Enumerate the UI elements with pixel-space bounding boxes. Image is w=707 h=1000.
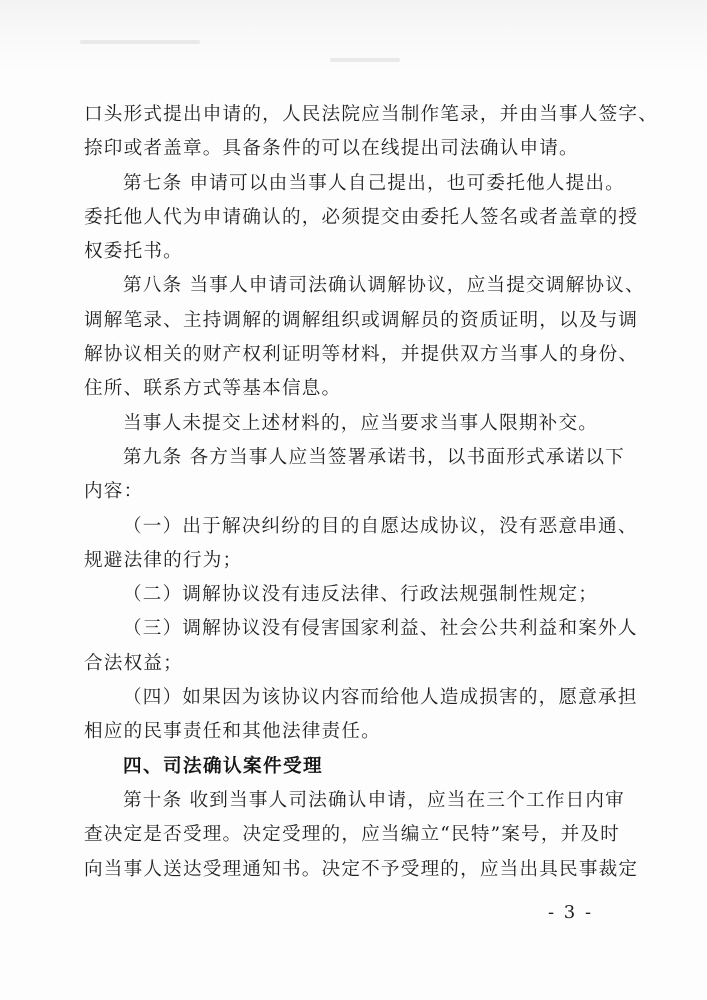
article-7: 第七条 申请可以由当事人自己提出，也可委托他人提出。 xyxy=(123,172,625,194)
article-10: 第十条 收到当事人司法确认申请，应当在三个工作日内审 xyxy=(123,789,625,811)
scan-mark xyxy=(330,58,400,62)
text-line: 住所、联系方式等基本信息。 xyxy=(84,378,342,400)
text-line: 规避法律的行为； xyxy=(84,549,243,571)
list-item-2: （二）调解协议没有违反法律、行政法规强制性规定； xyxy=(123,584,599,606)
text-line: 口头形式提出申请的，人民法院应当制作笔录，并由当事人签字、 xyxy=(84,104,659,125)
text-line: 权委托书。 xyxy=(84,241,183,263)
text-line: 当事人未提交上述材料的，应当要求当事人限期补交。 xyxy=(123,412,599,434)
text-line: 内容： xyxy=(84,481,144,503)
text-line: 调解笔录、主持调解的调解组织或调解员的资质证明，以及与调 xyxy=(84,309,639,331)
article-8: 第八条 当事人申请司法确认调解协议，应当提交调解协议、 xyxy=(123,275,645,297)
list-item-4: （四）如果因为该协议内容而给他人造成损害的，愿意承担 xyxy=(123,687,638,709)
text-line: 相应的民事责任和其他法律责任。 xyxy=(84,721,381,743)
list-item-3: （三）调解协议没有侵害国家利益、社会公共利益和案外人 xyxy=(123,618,638,640)
scan-mark xyxy=(80,40,200,44)
text-line: 委托他人代为申请确认的，必须提交由委托人签名或者盖章的授 xyxy=(84,206,639,228)
list-item-1: （一）出于解决纠纷的目的自愿达成协议，没有恶意串通、 xyxy=(123,515,638,537)
text-line: 查决定是否受理。决定受理的，应当编立“民特”案号，并及时 xyxy=(84,824,621,846)
text-line: 向当事人送达受理通知书。决定不予受理的，应当出具民事裁定 xyxy=(84,858,639,880)
article-9: 第九条 各方当事人应当签署承诺书，以书面形式承诺以下 xyxy=(123,446,625,468)
text-line: 合法权益； xyxy=(84,652,183,674)
page-number: - 3 - xyxy=(548,902,594,923)
document-body xyxy=(84,98,659,887)
text-line: 解协议相关的财产权利证明等材料，并提供双方当事人的身份、 xyxy=(84,344,639,366)
text-line: 捺印或者盖章。具备条件的可以在线提出司法确认申请。 xyxy=(84,138,579,160)
section-heading: 四、司法确认案件受理 xyxy=(123,755,323,777)
